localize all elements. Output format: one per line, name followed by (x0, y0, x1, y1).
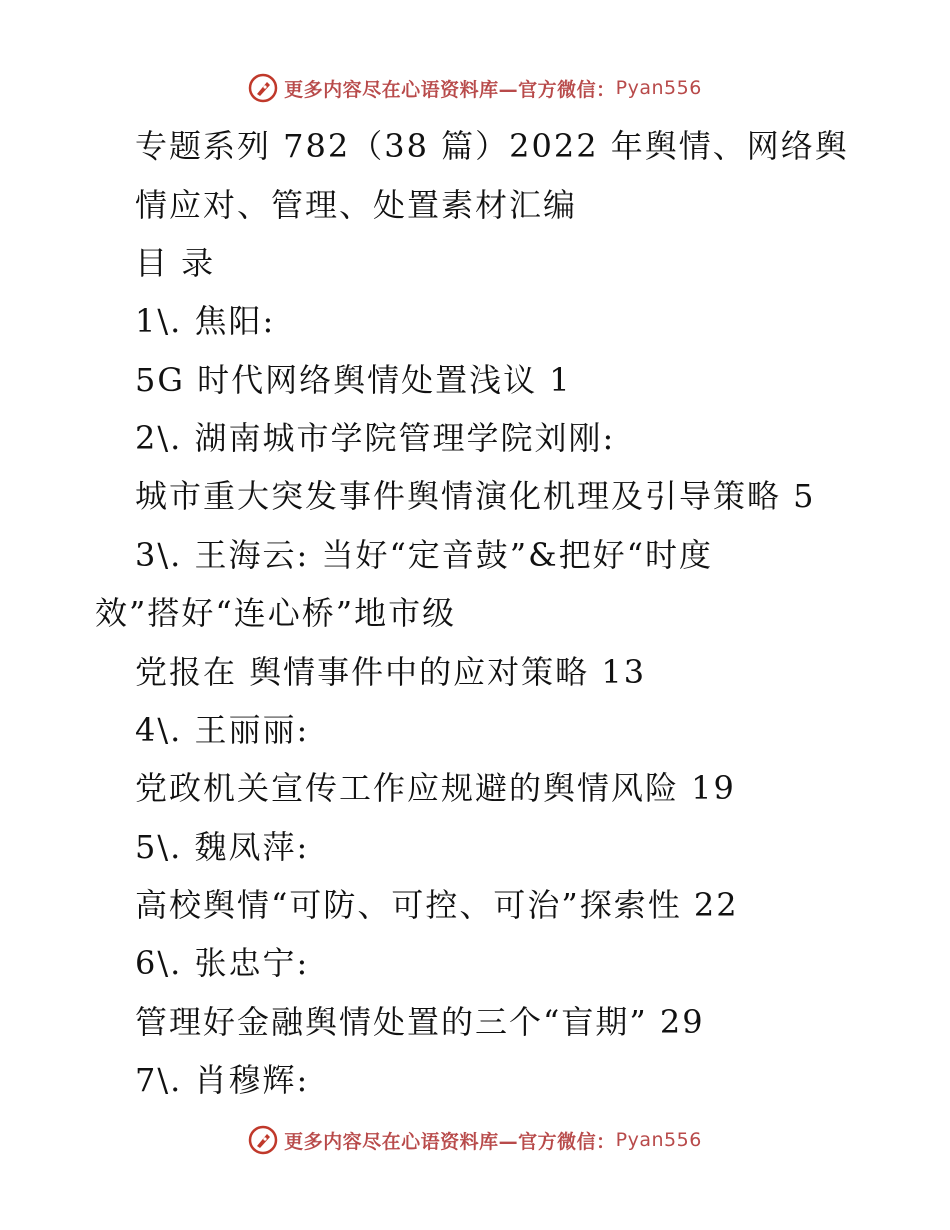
toc-entry-author: 4\. 王丽丽: (135, 711, 310, 749)
toc-entry-author: 2\. 湖南城市学院管理学院刘刚: (135, 419, 616, 457)
banner-handle: Pyan556 (615, 77, 702, 99)
toc-entry-title: 5G 时代网络舆情处置浅议 1 (135, 361, 572, 399)
banner-text: 更多内容尽在心语资料库—官方微信： (284, 78, 616, 101)
toc-entry-title: 党政机关宣传工作应规避的舆情风险 19 (135, 769, 736, 807)
doc-title-line-1: 专题系列 782（38 篇）2022 年舆情、网络舆 (135, 127, 849, 165)
pen-nib-logo-icon (248, 1125, 278, 1155)
toc-entry-author: 6\. 张忠宁: (135, 944, 310, 982)
toc-entry-title: 效”搭好“连心桥”地市级 (95, 594, 457, 632)
toc-entry-title: 城市重大突发事件舆情演化机理及引导策略 5 (135, 477, 816, 515)
toc-entry-author: 1\. 焦阳: (135, 302, 276, 340)
toc-heading: 目 录 (135, 244, 216, 282)
toc-entry-title: 高校舆情“可防、可控、可治”探索性 22 (135, 886, 739, 924)
pen-nib-logo-icon (248, 73, 278, 103)
toc-entry-author: 7\. 肖穆辉: (135, 1061, 310, 1099)
toc-entry-title: 党报在 舆情事件中的应对策略 13 (135, 653, 647, 691)
doc-title-line-2: 情应对、管理、处置素材汇编 (135, 186, 578, 224)
banner-text: 更多内容尽在心语资料库—官方微信： (284, 1130, 616, 1153)
toc-entry-author: 5\. 魏凤萍: (135, 828, 310, 866)
banner-handle: Pyan556 (615, 1129, 702, 1151)
header-watermark-banner (0, 68, 950, 108)
footer-watermark-banner (0, 1120, 950, 1160)
toc-entry-author: 3\. 王海云: 当好“定音鼓”&把好“时度 (135, 536, 714, 574)
toc-entry-title: 管理好金融舆情处置的三个“盲期” 29 (135, 1003, 705, 1041)
